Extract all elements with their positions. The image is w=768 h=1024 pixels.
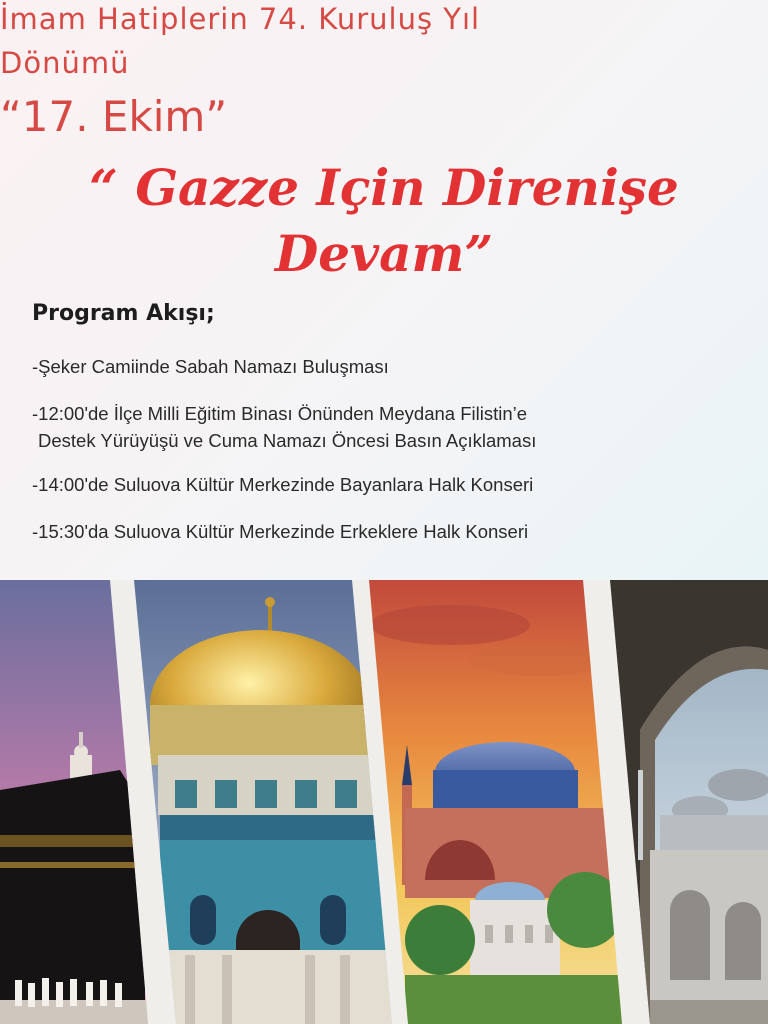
photo-collage xyxy=(0,580,768,1024)
program-item xyxy=(32,353,389,380)
program-item xyxy=(32,518,528,545)
program-item-text: -12:00'de İlçe Milli Eğitim Binası Önünden Meydana Filistin’e xyxy=(32,403,528,424)
hagia-sophia-photo xyxy=(365,580,625,1024)
program-item-text: -Şeker Camiinde Sabah Namazı Buluşması xyxy=(32,356,389,377)
program-item-text: -14:00'de Suluova Kültür Merkezinde Bayanlara Halk Konseri xyxy=(32,474,534,495)
slogan-line-1: “ Gazze Için Direnişe xyxy=(89,158,679,217)
slogan-line-2: Devam” xyxy=(274,224,494,283)
program-item-text-continued: Destek Yürüyüşü ve Cuma Namazı Öncesi Basın Açıklaması xyxy=(38,430,537,451)
title-line-1: İmam Hatiplerin 74. Kuruluş Yıl xyxy=(0,2,481,36)
program-title: Program Akışı; xyxy=(32,301,215,326)
program-item xyxy=(32,400,536,454)
program-item xyxy=(32,471,533,498)
title-line-2: Dönümü xyxy=(0,46,130,80)
event-date: “17. Ekim” xyxy=(0,92,228,141)
program-item-text: -15:30'da Suluova Kültür Merkezinde Erkeklere Halk Konseri xyxy=(32,521,529,542)
